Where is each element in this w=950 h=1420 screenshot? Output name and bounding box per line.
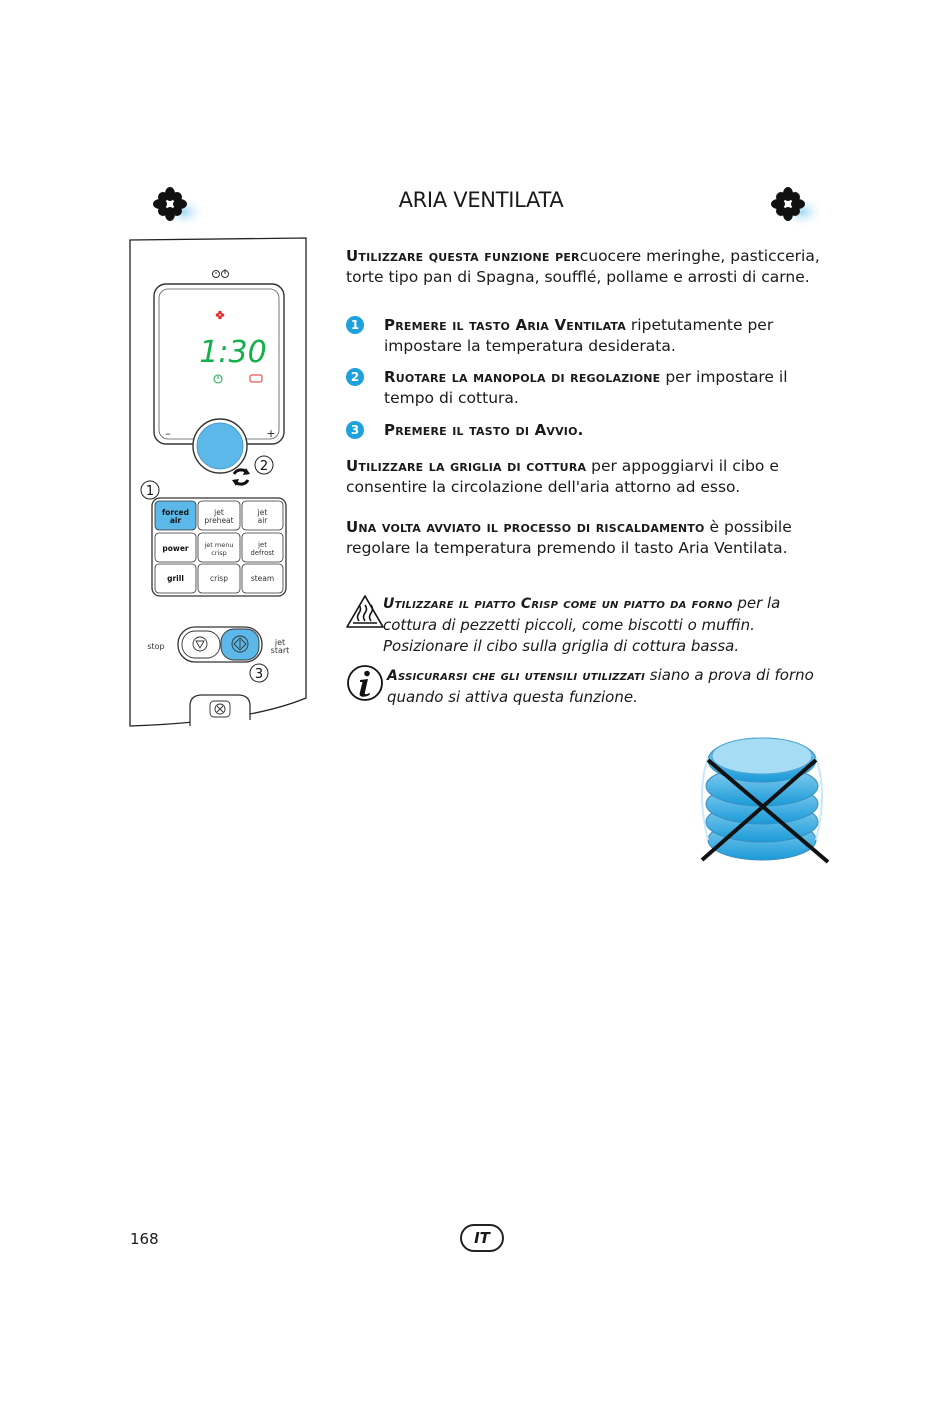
step-1-lead: Premere il tasto Aria Ventilata — [384, 316, 626, 334]
intro-text: cuocere meringhe, pasticceria, torte tipo pan di Spagna, soufflé, pollame e arrosti di carne. — [346, 247, 820, 286]
step-number-1: 1 — [346, 316, 364, 334]
display-time: 1:30 — [199, 335, 267, 370]
page-title: ARIA VENTILATA — [398, 188, 564, 212]
step-2-lead: Ruotare la manopola di regolazione — [384, 368, 661, 386]
forced-air-label: forced air — [161, 508, 190, 525]
power-label: power — [162, 544, 189, 553]
step-1-body: ripetutamente per impostare la temperatura desiderata. — [384, 316, 774, 355]
stop-label: stop — [147, 642, 165, 651]
crisp-note-body: per la cottura di pezzetti piccoli, come biscotti o muffin. Posizionare il cibo sulla griglia di cottura bassa. — [383, 594, 781, 655]
intro-lead: Utilizzare questa funzione per — [346, 247, 580, 265]
hot-surface-warning-icon — [345, 594, 385, 630]
stacked-dishes-crossed-icon — [698, 730, 834, 868]
plus-label: + — [266, 427, 276, 440]
grill-paragraph-lead: Utilizzare la griglia di cottura — [346, 457, 587, 475]
intro-paragraph — [346, 246, 836, 288]
jet-start-label: jet start — [270, 638, 290, 655]
minus-label: – — [165, 427, 171, 440]
steam-label: steam — [250, 574, 275, 583]
heating-paragraph — [346, 517, 836, 559]
stop-button[interactable] — [182, 631, 220, 658]
step-1-text — [384, 315, 834, 357]
callout-1: 1 — [145, 484, 155, 499]
grill-label: grill — [167, 574, 184, 583]
grill-paragraph — [346, 456, 836, 498]
language-badge: IT — [460, 1224, 504, 1252]
crisp-note-lead: Utilizzare il piatto Crisp come un piatto da forno — [383, 596, 733, 612]
jet-defrost-label: jet defrost — [250, 541, 275, 557]
jet-preheat-label: jet preheat — [204, 508, 234, 525]
heating-paragraph-lead: Una volta avviato il processo di riscaldamento — [346, 518, 705, 536]
step-2-text — [384, 367, 834, 409]
crisp-label: crisp — [210, 574, 228, 583]
jet-air-label: jet air — [257, 508, 268, 525]
info-icon — [346, 664, 384, 702]
utensils-note-body: siano a prova di forno quando si attiva questa funzione. — [387, 666, 814, 706]
door-release-button[interactable] — [190, 695, 250, 726]
callout-3: 3 — [254, 667, 264, 682]
heating-paragraph-body: è possibile regolare la temperatura premendo il tasto Aria Ventilata. — [346, 518, 792, 557]
page-number: 168 — [130, 1230, 159, 1248]
step-3-text — [384, 420, 834, 441]
control-panel-illustration — [128, 236, 310, 730]
jet-menu-crisp-label: jet menu crisp — [204, 541, 234, 557]
utensils-note — [387, 665, 833, 708]
step-number-3: 3 — [346, 421, 364, 439]
step-number-2: 2 — [346, 368, 364, 386]
utensils-note-lead: Assicurarsi che gli utensili utilizzati — [387, 668, 645, 684]
grill-paragraph-body: per appoggiarvi il cibo e consentire la circolazione dell'aria attorno ad esso. — [346, 457, 779, 496]
callout-2: 2 — [259, 459, 269, 474]
step-3-lead: Premere il tasto di Avvio. — [384, 421, 584, 439]
step-2-body: per impostare il tempo di cottura. — [384, 368, 788, 407]
crisp-note — [383, 593, 833, 657]
